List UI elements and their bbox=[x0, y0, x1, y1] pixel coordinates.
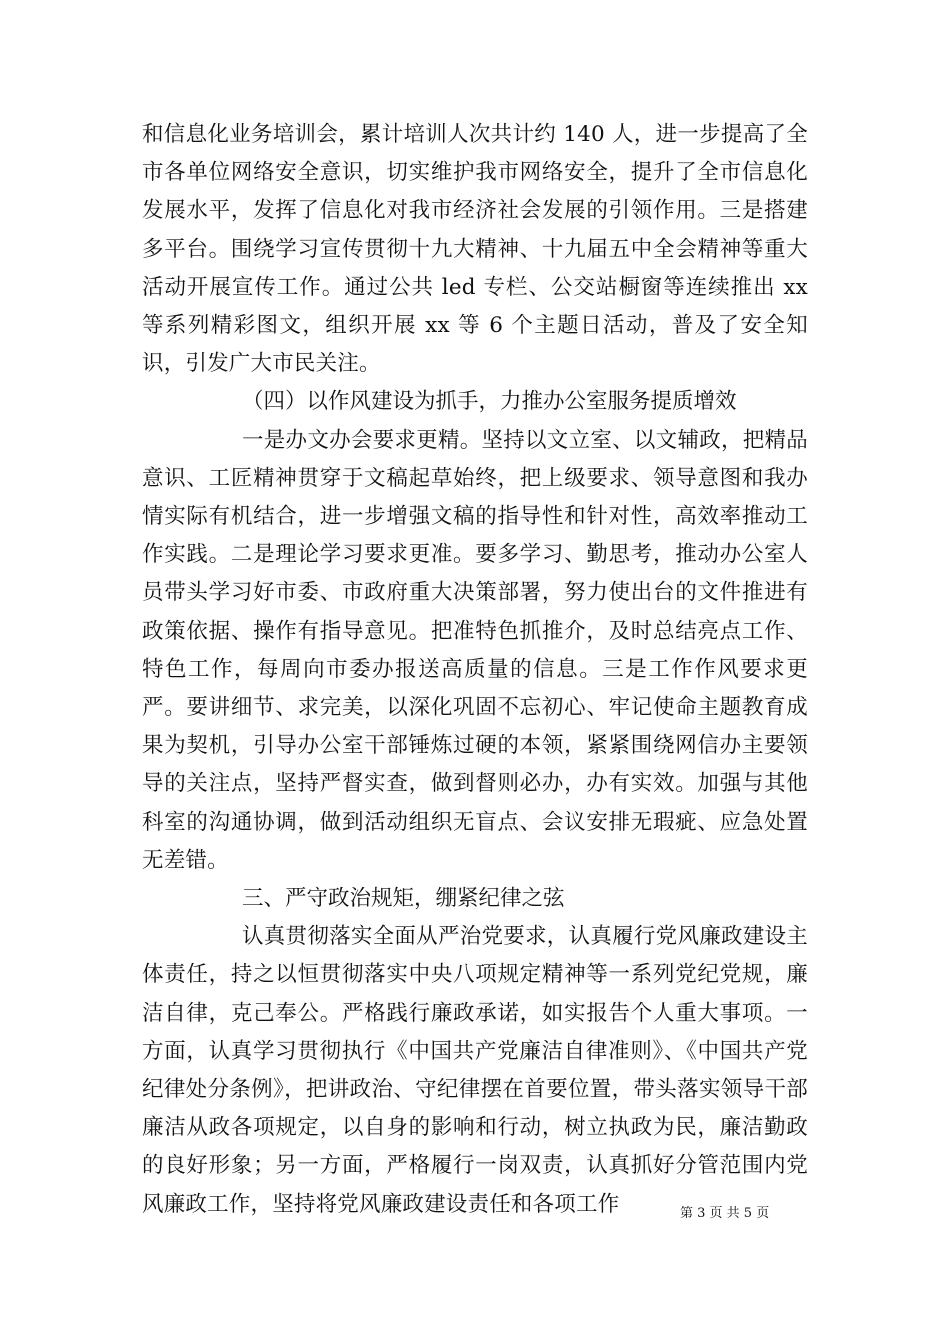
paragraph-office-service: 一是办文办会要求更精。坚持以文立室、以文辅政，把精品意识、工匠精神贯穿于文稿起草始终，把上级要求、领导意图和我办情实际有机结合，进一步增强文稿的指导性和针对性，高效率推动工作实践。二是理论学习要求更准。要多学习、勤思考，推动办公室人员带头学习好市委、市政府重大决策部署，努力使出台的文件推进有政策依据、操作有指导意见。把准特色抓推介，及时总结亮点工作、特色工作，每周向市委办报送高质量的信息。三是工作作风要求更严。要讲细节、求完美，以深化巩固不忘初心、牢记使命主题教育成果为契机，引导办公室干部锤炼过硬的本领，紧紧围绕网信办主要领导的关注点，坚持严督实查，做到督则必办，办有实效。加强与其他科室的沟通协调，做到活动组织无盲点、会议安排无瑕疵、应急处置无差错。 bbox=[142, 427, 808, 873]
page-number-footer: 第 3 页 共 5 页 bbox=[680, 1206, 770, 1221]
document-body bbox=[142, 116, 808, 1224]
paragraph-training-summary: 和信息化业务培训会，累计培训人次共计约 140 人，进一步提高了全市各单位网络安全意识，切实维护我市网络安全，提升了全市信息化发展水平，发挥了信息化对我市经济社会发展的引领作用。三是搭建多平台。围绕学习宣传贯彻十九大精神、十九届五中全会精神等重大活动开展宣传工作。通过公共 led 专栏、公交站橱窗等连续推出 xx 等系列精彩图文，组织开展 xx 等 6 个主题日活动，普及了安全知识，引发广大市民关注。 bbox=[142, 122, 808, 377]
paragraph-party-discipline: 认真贯彻落实全面从严治党要求，认真履行党风廉政建设主体责任，持之以恒贯彻落实中央八项规定精神等一系列党纪党规，廉洁自律，克己奉公。严格践行廉政承诺，如实报告个人重大事项。一方面，认真学习贯彻执行《中国共产党廉洁自律准则》、《中国共产党纪律处分条例》，把讲政治、守纪律摆在首要位置，带头落实领导干部廉洁从政各项规定，以自身的影响和行动，树立执政为民，廉洁勤政的良好形象；另一方面，严格履行一岗双责，认真抓好分管范围内党风廉政工作，坚持将党风廉政建设责任和各项工作 bbox=[142, 924, 808, 1217]
section-heading-work-style: （四）以作风建设为抓手，力推办公室服务提质增效 bbox=[242, 389, 737, 415]
section-heading-political-rules: 三、严守政治规矩，绷紧纪律之弦 bbox=[242, 886, 565, 912]
